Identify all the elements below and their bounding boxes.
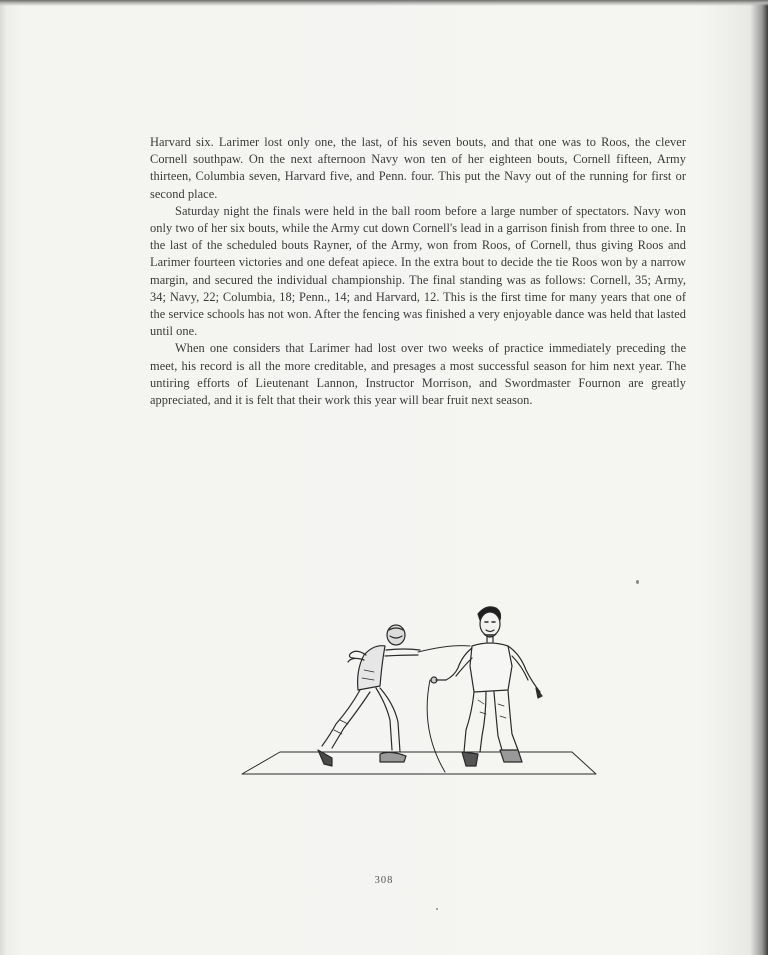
body-text [150,134,686,409]
paragraph-1: Harvard six. Larimer lost only one, the last, of his seven bouts, and that one was to Roos, the clever Cornell southpaw. On the next afternoon Navy won ten of her eighteen bouts, Cornell fifteen, Army thirteen, Columbia seven, Harvard five, and Penn. four. This put the Navy out of the running for first or second place. [150,135,686,201]
blade [427,680,445,772]
right-fencer [431,607,542,766]
paragraph-2: Saturday night the finals were held in the ball room before a large number of spectators. Navy won only two of her six bouts, while the Army cut down Cornell's lead in a garrison finish from three to one. In the last of the scheduled bouts Rayner, of the Army, won from Roos, of Cornell, thus giving Roos and Larimer fourteen victories and one defeat apiece. In the extra bout to decide the tie Roos won by a narrow margin, and secured the individual championship. The final standing was as follows: Cornell, 35; Army, 34; Navy, 22; Columbia, 18; Penn., 14; and Harvard, 12. This is the first time for many years that one of the service schools has not won. After the fencing was finished a very enjoyable dance was held that lasted until one. [150,203,686,339]
page-top-edge [0,0,768,6]
page-number: 308 [374,875,394,886]
paragraph-3: When one considers that Larimer had lost over two weeks of practice immediately preceding the meet, his record is all the more creditable, and presages a most successful season for him next year. The untiring efforts of Lieutenant Lannon, Instructor Morrison, and Swordmaster Fournon are greatly appreciated, and it is felt that their work this year will bear fruit next season. [150,341,686,408]
speck-mark [436,908,438,910]
blade [418,646,470,652]
speck-mark [636,580,639,584]
fencing-strip [242,752,596,774]
left-fencer [318,625,420,766]
fencers-illustration-icon [240,600,600,780]
